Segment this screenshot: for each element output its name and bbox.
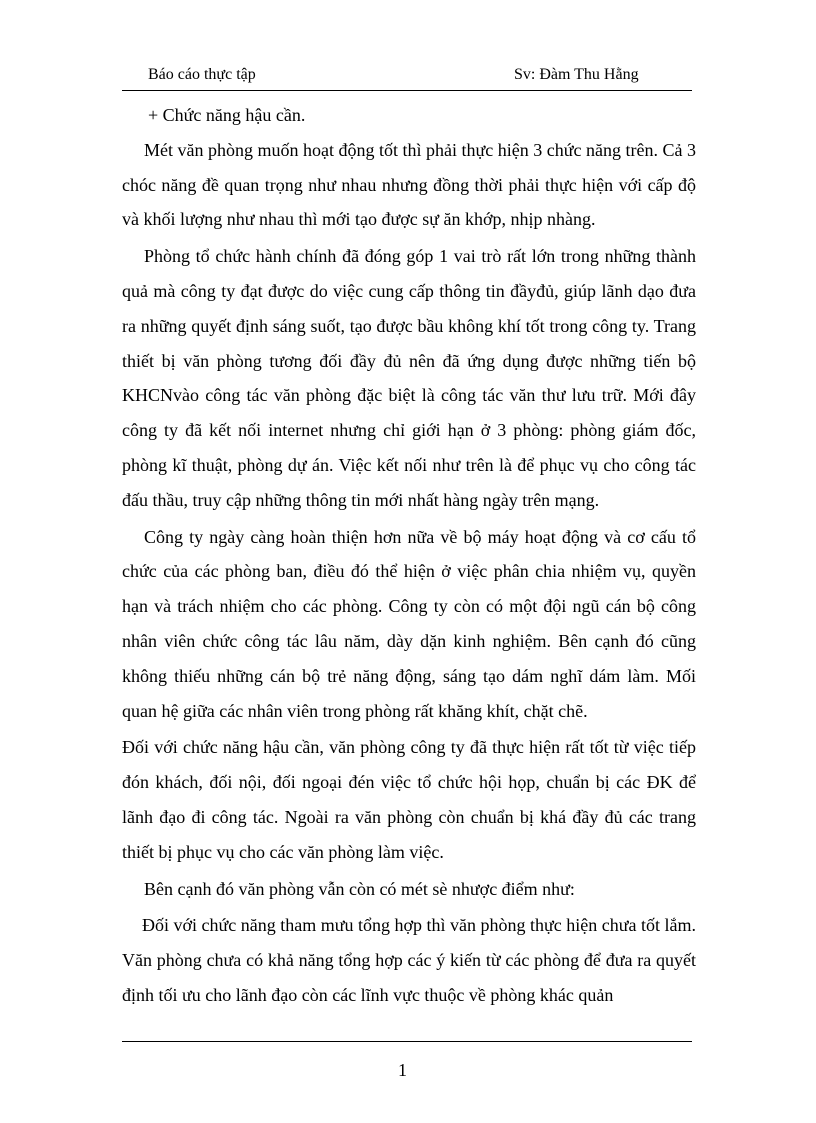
paragraph-advisory-function: Đối với chức năng tham mưu tổng hợp thì văn phòng thực hiện chưa tốt lắm. Văn phòng chưa có khả năng tổng hợp các ý kiến từ các phòng để đưa ra quyết định tối ưu cho lãnh đạo còn các lĩnh vực thuộc về phòng khác quản (122, 915, 696, 1005)
header-report-title: Báo cáo thực tập (148, 66, 256, 83)
paragraph-logistics-function: + Chức năng hậu cần. (148, 105, 306, 125)
paragraph-admin-department: Phòng tổ chức hành chính đã đóng góp 1 vai trò rất lớn trong những thành quả mà công ty đạt được do việc cung cấp thông tin đầyđủ, giúp lãnh dạo đưa ra những quyết định sáng suốt, tạo được bầu không khí tốt trong công ty. Trang thiết bị văn phòng tương đối đầy đủ nên đã ứng dụng được những tiến bộ KHCNvào công tác văn phòng đặc biệt là công tác văn thư lưu trữ. Mới đây công ty đã kết nối internet nhưng chỉ giới hạn ở 3 phòng: phòng giám đốc, phòng kĩ thuật, phòng dự án. Việc kết nối như trên là để phục vụ cho công tác đấu thầu, truy cập những thông tin mới nhất hàng ngày trên mạng. (122, 246, 696, 510)
page-number: 1 (398, 1060, 407, 1080)
document-body (122, 98, 696, 1013)
paragraph-company-structure: Công ty ngày càng hoàn thiện hơn nữa về bộ máy hoạt động và cơ cấu tổ chức của các phòng ban, điều đó thể hiện ở việc phân chia nhiệm vụ, quyền hạn và trách nhiệm cho các phòng. Công ty còn có một đội ngũ cán bộ công nhân viên chức công tác lâu năm, dày dặn kinh nghiệm. Bên cạnh đó cũng không thiếu những cán bộ trẻ năng động, sáng tạo dám nghĩ dám làm. Mối quan hệ giữa các nhân viên trong phòng rất khăng khít, chặt chẽ. (122, 526, 696, 721)
paragraph-logistics-performance: Đối với chức năng hậu cần, văn phòng công ty đã thực hiện rất tốt từ việc tiếp đón khách, đối nội, đối ngoại đén việc tổ chức hội họp, chuẩn bị các ĐK để lãnh đạo đi công tác. Ngoài ra văn phòng còn chuẩn bị khá đầy đủ các trang thiết bị phục vụ cho các văn phòng làm việc. (122, 737, 696, 862)
paragraph-three-functions: Mét văn phòng muốn hoạt động tốt thì phải thực hiện 3 chức năng trên. Cả 3 chóc năng đề quan trọng như nhau nhưng đồng thời phải thực hiện với cấp độ và khối lượng như nhau thì mới tạo được sự ăn khớp, nhịp nhàng. (122, 139, 696, 230)
paragraph-weaknesses-intro: Bên cạnh đó văn phòng vẫn còn có mét sè nhược điểm như: (144, 878, 575, 899)
header-student-name: Sv: Đàm Thu Hằng (514, 66, 639, 83)
footer-divider (122, 1041, 692, 1042)
page-header (122, 64, 692, 91)
